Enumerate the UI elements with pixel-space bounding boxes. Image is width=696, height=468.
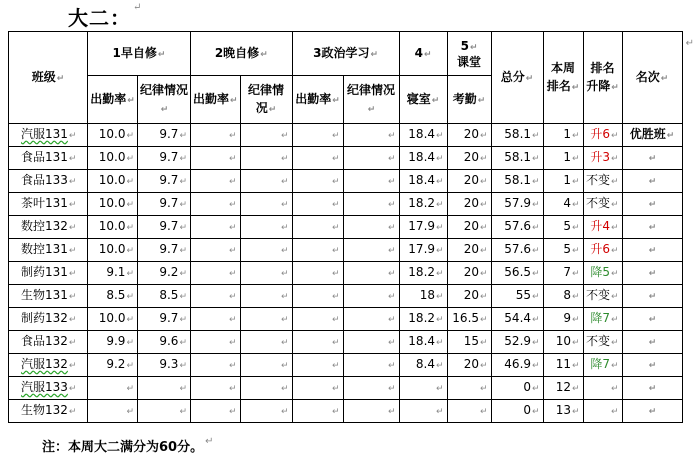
header-total: 总分↵ [491, 32, 543, 124]
cell-rank: 7↵ [543, 262, 583, 285]
cell-a3: ↵ [292, 400, 343, 423]
header-evening: 2晚自修↵ [191, 32, 293, 76]
header-morning-rate: 出勤率↵ [88, 76, 138, 124]
footnote: 注：本周大二满分为60分。 ↵ [42, 436, 214, 455]
cell-change: 升6↵ [583, 124, 622, 147]
cell-total: 46.9↵ [491, 354, 543, 377]
cell-b2: ↵ [240, 216, 292, 239]
cell-place: ↵ [622, 239, 682, 262]
header-class-number: 5↵ 课堂 [447, 32, 491, 76]
cell-change: 升6↵ [583, 239, 622, 262]
cell-dorm: ↵ [399, 377, 447, 400]
cell-a3: ↵ [292, 216, 343, 239]
cell-a1: ↵ [88, 400, 138, 423]
cell-place: ↵ [622, 170, 682, 193]
cell-change: 降7↵ [583, 308, 622, 331]
cell-b3: ↵ [343, 216, 399, 239]
cell-b1: 9.7↵ [138, 193, 191, 216]
cell-dorm: 18.4↵ [399, 124, 447, 147]
cell-dorm: ↵ [399, 400, 447, 423]
header-rank-change: 排名升降↵ [583, 32, 622, 124]
header-attendance: 考勤↵ [447, 76, 491, 124]
cell-total: 57.6↵ [491, 239, 543, 262]
cell-b1: 9.2↵ [138, 262, 191, 285]
cell-b1: 9.7↵ [138, 147, 191, 170]
cell-a3: ↵ [292, 170, 343, 193]
cell-a1: 10.0↵ [88, 147, 138, 170]
cell-a3: ↵ [292, 124, 343, 147]
header-politics-rate: 出勤率↵ [292, 76, 343, 124]
cell-a3: ↵ [292, 377, 343, 400]
cell-b2: ↵ [240, 354, 292, 377]
cell-b2: ↵ [240, 285, 292, 308]
cell-a1: 10.0↵ [88, 239, 138, 262]
cell-total: 57.9↵ [491, 193, 543, 216]
cell-total: 52.9↵ [491, 331, 543, 354]
cell-b3: ↵ [343, 124, 399, 147]
cell-a2: ↵ [191, 285, 241, 308]
cell-a1: 10.0↵ [88, 193, 138, 216]
cell-change: 升4↵ [583, 216, 622, 239]
cell-att: 20↵ [447, 193, 491, 216]
cell-att: 20↵ [447, 239, 491, 262]
cell-rank: 11↵ [543, 354, 583, 377]
cell-a2: ↵ [191, 124, 241, 147]
cell-a1: 10.0↵ [88, 124, 138, 147]
cell-cls: 汽服131↵ [9, 124, 88, 147]
cell-total: 58.1↵ [491, 170, 543, 193]
cell-att: 20↵ [447, 216, 491, 239]
cell-a3: ↵ [292, 147, 343, 170]
table-row [9, 285, 683, 308]
cell-a1: 9.9↵ [88, 331, 138, 354]
cell-a1: 10.0↵ [88, 308, 138, 331]
cell-a2: ↵ [191, 377, 241, 400]
cell-a3: ↵ [292, 308, 343, 331]
cell-dorm: 18.2↵ [399, 262, 447, 285]
cell-a2: ↵ [191, 400, 241, 423]
cell-place: 优胜班↵ [622, 124, 682, 147]
cell-b3: ↵ [343, 193, 399, 216]
cell-change: 不变↵ [583, 285, 622, 308]
cell-a2: ↵ [191, 216, 241, 239]
cell-dorm: 17.9↵ [399, 239, 447, 262]
cell-b3: ↵ [343, 331, 399, 354]
cell-dorm: 18.2↵ [399, 193, 447, 216]
row-end-mark: ↵ [685, 38, 694, 49]
header-dorm-number: 4↵ [399, 32, 447, 76]
cell-dorm: 18.2↵ [399, 308, 447, 331]
cell-b1: 9.7↵ [138, 239, 191, 262]
cell-a1: 9.1↵ [88, 262, 138, 285]
cell-att: 20↵ [447, 285, 491, 308]
cell-rank: 13↵ [543, 400, 583, 423]
cell-place: ↵ [622, 400, 682, 423]
cell-change: ↵ [583, 377, 622, 400]
cell-b2: ↵ [240, 170, 292, 193]
cell-b1: 9.7↵ [138, 308, 191, 331]
cell-att: 16.5↵ [447, 308, 491, 331]
cell-b2: ↵ [240, 308, 292, 331]
cell-a1: 8.5↵ [88, 285, 138, 308]
cell-total: 58.1↵ [491, 147, 543, 170]
cell-att: 20↵ [447, 170, 491, 193]
cell-place: ↵ [622, 193, 682, 216]
cell-a3: ↵ [292, 285, 343, 308]
cell-att: ↵ [447, 400, 491, 423]
cell-a2: ↵ [191, 170, 241, 193]
table-row [9, 147, 683, 170]
cell-b2: ↵ [240, 331, 292, 354]
table-row [9, 170, 683, 193]
cell-rank: 5↵ [543, 239, 583, 262]
score-table [8, 31, 683, 423]
cell-att: ↵ [447, 377, 491, 400]
cell-a1: 10.0↵ [88, 216, 138, 239]
cell-a3: ↵ [292, 193, 343, 216]
cell-b2: ↵ [240, 400, 292, 423]
cell-cls: 数控131↵ [9, 239, 88, 262]
cell-rank: 1↵ [543, 170, 583, 193]
cell-b2: ↵ [240, 239, 292, 262]
cell-rank: 1↵ [543, 147, 583, 170]
cell-place: ↵ [622, 147, 682, 170]
header-politics: 3政治学习↵ [292, 32, 399, 76]
cell-a3: ↵ [292, 331, 343, 354]
cell-b1: 9.3↵ [138, 354, 191, 377]
header-place: 名次↵ [622, 32, 682, 124]
cell-total: 0↵ [491, 400, 543, 423]
cell-rank: 12↵ [543, 377, 583, 400]
cell-total: 56.5↵ [491, 262, 543, 285]
cell-change: 不变↵ [583, 170, 622, 193]
cell-a3: ↵ [292, 262, 343, 285]
cell-a2: ↵ [191, 147, 241, 170]
cell-cls: 生物132↵ [9, 400, 88, 423]
table-row [9, 331, 683, 354]
cell-a3: ↵ [292, 354, 343, 377]
cell-cls: 茶叶131↵ [9, 193, 88, 216]
cell-place: ↵ [622, 262, 682, 285]
cell-a3: ↵ [292, 239, 343, 262]
table-row [9, 262, 683, 285]
cell-att: 20↵ [447, 262, 491, 285]
cell-dorm: 18.4↵ [399, 170, 447, 193]
cell-b2: ↵ [240, 262, 292, 285]
cell-place: ↵ [622, 285, 682, 308]
cell-rank: 10↵ [543, 331, 583, 354]
cell-rank: 8↵ [543, 285, 583, 308]
table-row [9, 354, 683, 377]
cell-b1: ↵ [138, 400, 191, 423]
cell-total: 58.1↵ [491, 124, 543, 147]
cell-rank: 5↵ [543, 216, 583, 239]
page-title: 大二： ↵ [68, 2, 143, 30]
table-row [9, 124, 683, 147]
table-row [9, 308, 683, 331]
cell-place: ↵ [622, 216, 682, 239]
cell-cls: 生物131↵ [9, 285, 88, 308]
cell-rank: 1↵ [543, 124, 583, 147]
cell-att: 20↵ [447, 354, 491, 377]
table-row [9, 400, 683, 423]
table-row [9, 377, 683, 400]
cell-b3: ↵ [343, 308, 399, 331]
header-morning: 1早自修↵ [88, 32, 191, 76]
cell-total: 54.4↵ [491, 308, 543, 331]
cell-a2: ↵ [191, 193, 241, 216]
header-evening-rate: 出勤率↵ [191, 76, 241, 124]
cell-b1: 9.7↵ [138, 216, 191, 239]
header-politics-discipline: 纪律情况↵ [343, 76, 399, 124]
cell-dorm: 18.4↵ [399, 331, 447, 354]
cell-a1: 9.2↵ [88, 354, 138, 377]
cell-b2: ↵ [240, 124, 292, 147]
header-dorm: 寝室↵ [399, 76, 447, 124]
cell-total: 55↵ [491, 285, 543, 308]
cell-change: 升3↵ [583, 147, 622, 170]
header-morning-discipline: 纪律情况↵ [138, 76, 191, 124]
cell-b3: ↵ [343, 170, 399, 193]
cell-att: 20↵ [447, 147, 491, 170]
table-row [9, 216, 683, 239]
cell-b1: ↵ [138, 377, 191, 400]
cell-a2: ↵ [191, 262, 241, 285]
cell-change: 不变↵ [583, 193, 622, 216]
cell-a1: ↵ [88, 377, 138, 400]
cell-b3: ↵ [343, 239, 399, 262]
cell-place: ↵ [622, 331, 682, 354]
cell-dorm: 18↵ [399, 285, 447, 308]
cell-place: ↵ [622, 354, 682, 377]
cell-a2: ↵ [191, 308, 241, 331]
cell-change: 降7↵ [583, 354, 622, 377]
cell-a2: ↵ [191, 331, 241, 354]
cell-cls: 数控132↵ [9, 216, 88, 239]
cell-b3: ↵ [343, 400, 399, 423]
cell-total: 0↵ [491, 377, 543, 400]
cell-att: 20↵ [447, 124, 491, 147]
cell-dorm: 18.4↵ [399, 147, 447, 170]
cell-a2: ↵ [191, 239, 241, 262]
cell-change: 不变↵ [583, 331, 622, 354]
cell-b1: 9.7↵ [138, 124, 191, 147]
cell-cls: 汽服133↵ [9, 377, 88, 400]
cell-total: 57.6↵ [491, 216, 543, 239]
cell-dorm: 17.9↵ [399, 216, 447, 239]
cell-dorm: 8.4↵ [399, 354, 447, 377]
cell-b1: 9.7↵ [138, 170, 191, 193]
cell-cls: 食品131↵ [9, 147, 88, 170]
cell-b1: 8.5↵ [138, 285, 191, 308]
header-week-rank: 本周排名↵ [543, 32, 583, 124]
cell-cls: 食品132↵ [9, 331, 88, 354]
cell-cls: 食品133↵ [9, 170, 88, 193]
cell-b2: ↵ [240, 377, 292, 400]
cell-b1: 9.6↵ [138, 331, 191, 354]
cell-place: ↵ [622, 377, 682, 400]
header-class: 班级↵ [9, 32, 88, 124]
table-row [9, 239, 683, 262]
cell-change: ↵ [583, 400, 622, 423]
cell-a1: 10.0↵ [88, 170, 138, 193]
cell-att: 15↵ [447, 331, 491, 354]
cell-b3: ↵ [343, 377, 399, 400]
cell-change: 降5↵ [583, 262, 622, 285]
cell-b3: ↵ [343, 285, 399, 308]
cell-b3: ↵ [343, 262, 399, 285]
header-evening-discipline: 纪律情况↵ [240, 76, 292, 124]
cell-rank: 9↵ [543, 308, 583, 331]
cell-a2: ↵ [191, 354, 241, 377]
cell-rank: 4↵ [543, 193, 583, 216]
cell-cls: 制药131↵ [9, 262, 88, 285]
cell-place: ↵ [622, 308, 682, 331]
cell-cls: 汽服132↵ [9, 354, 88, 377]
cell-b3: ↵ [343, 147, 399, 170]
cell-cls: 制药132↵ [9, 308, 88, 331]
cell-b2: ↵ [240, 193, 292, 216]
cell-b2: ↵ [240, 147, 292, 170]
table-row [9, 193, 683, 216]
cell-b3: ↵ [343, 354, 399, 377]
